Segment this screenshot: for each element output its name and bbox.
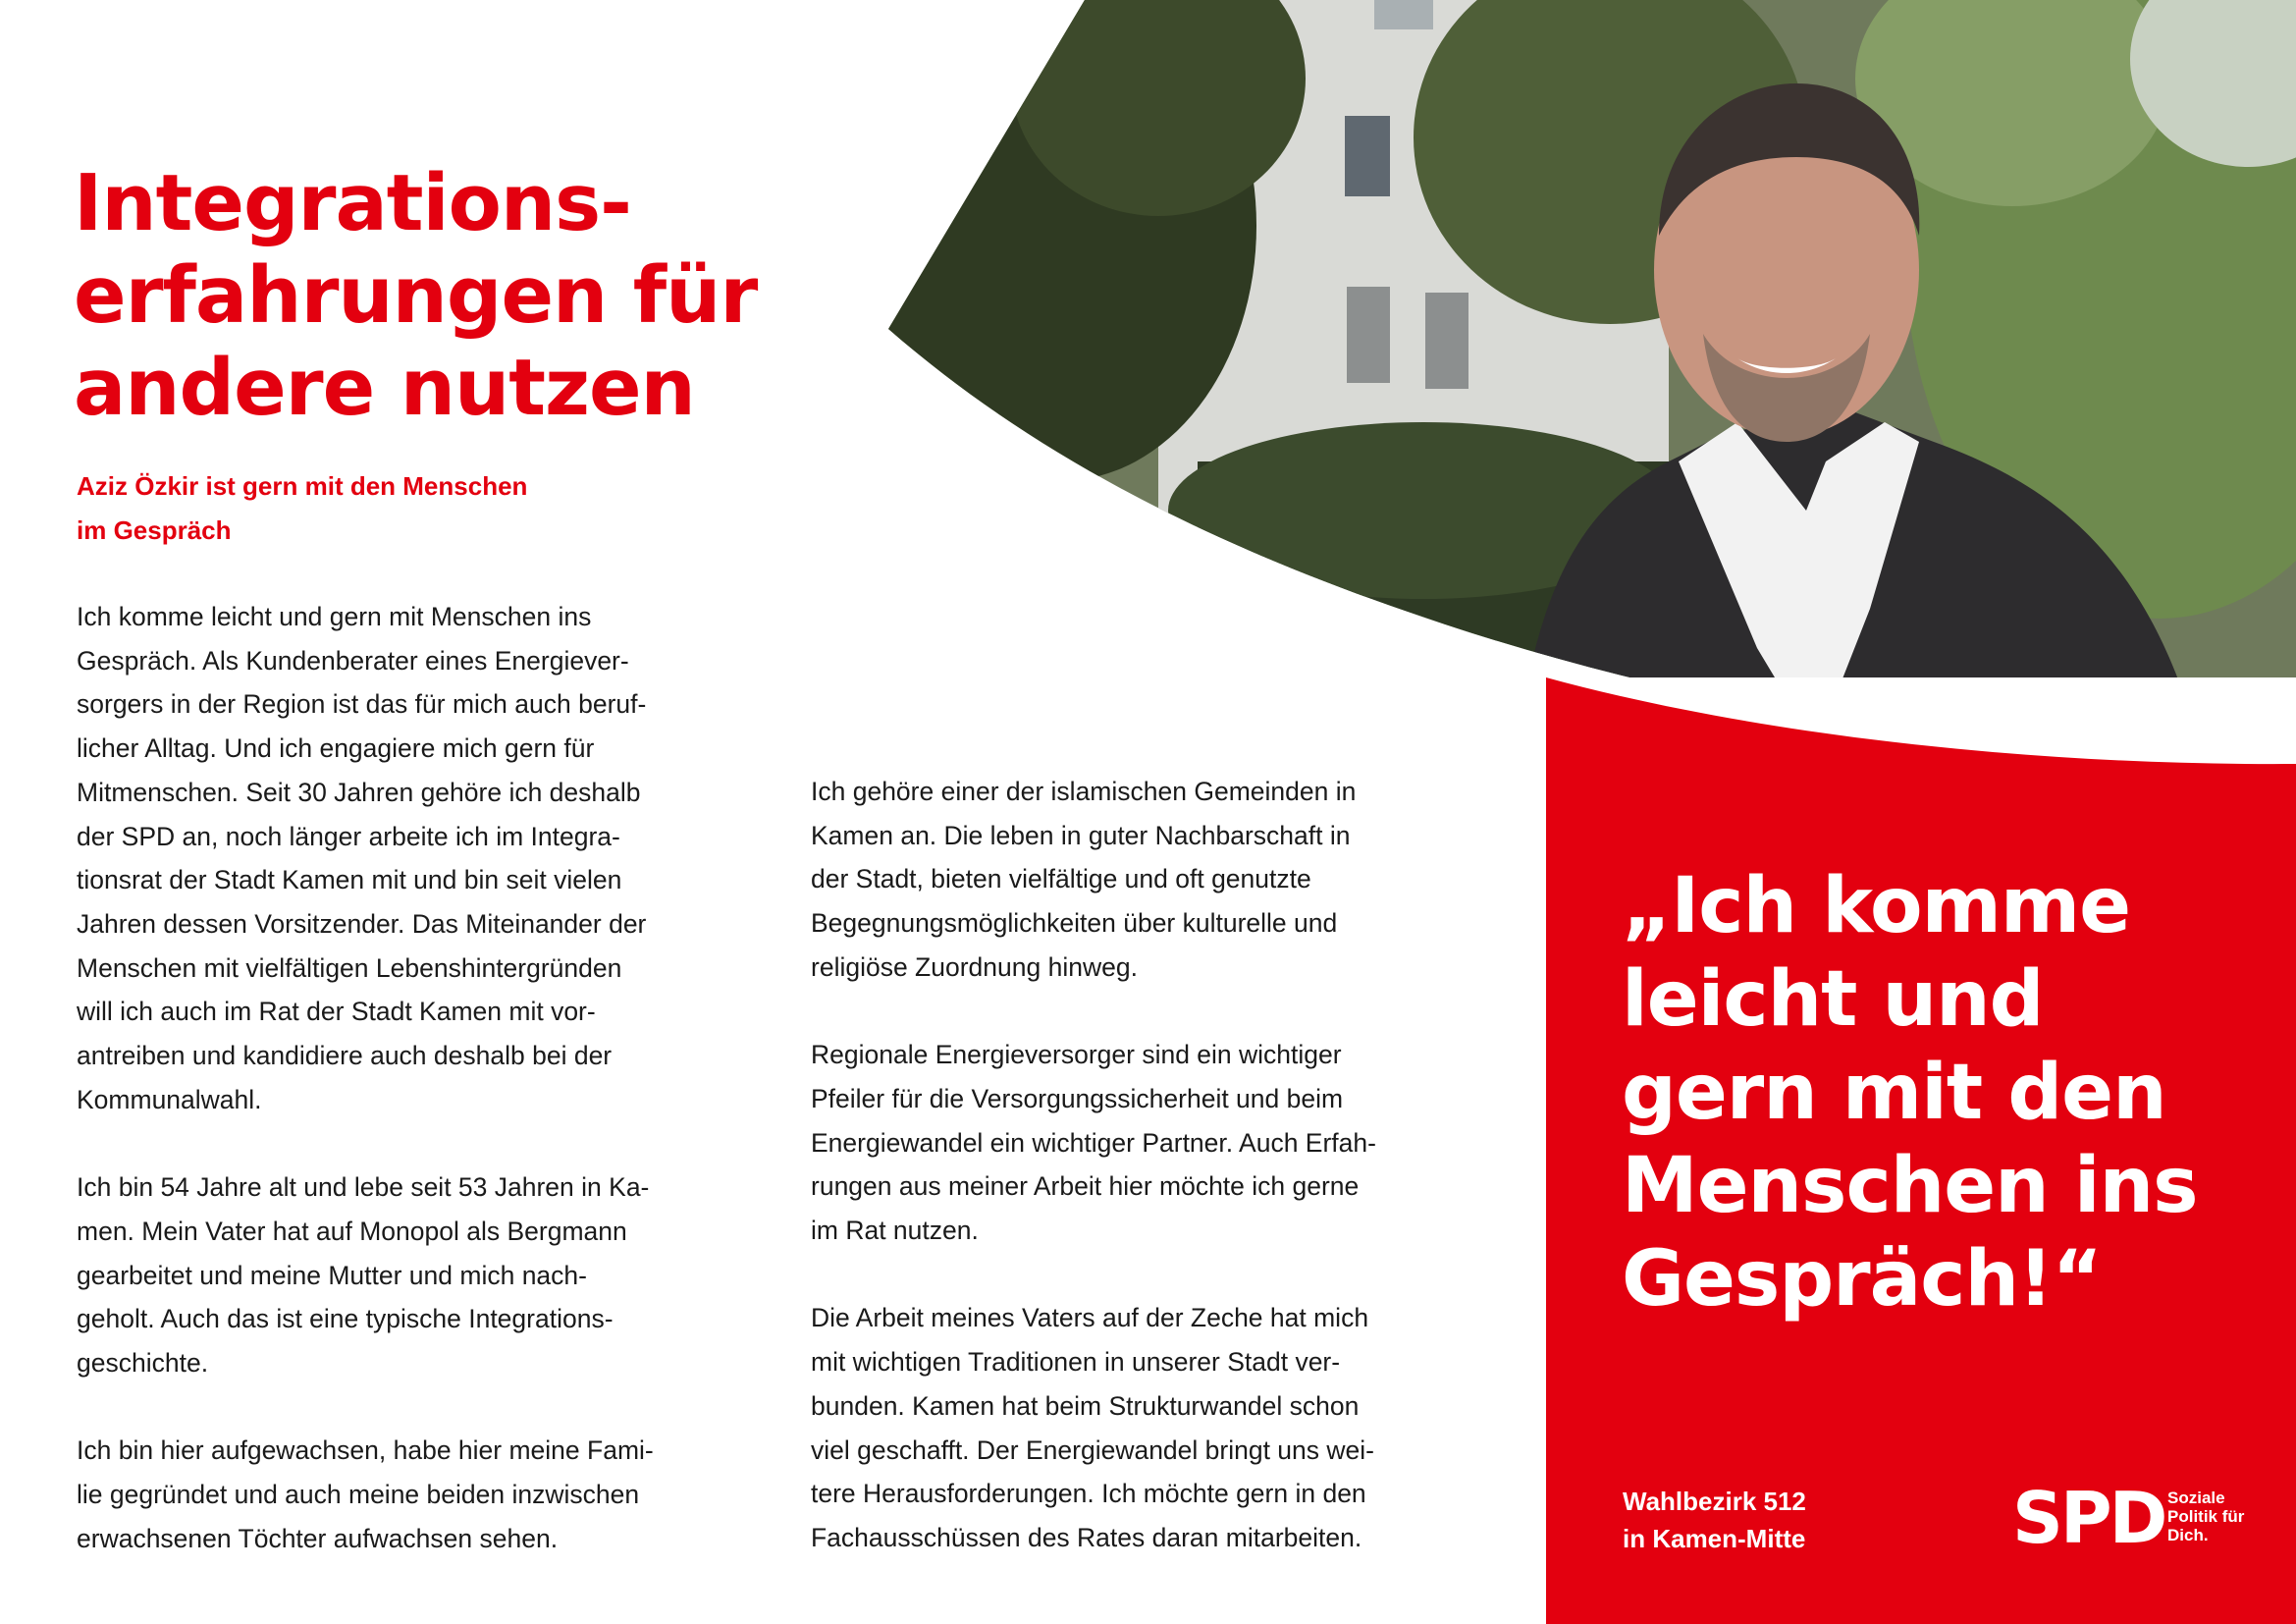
- text-line: Begegnungsmöglichkeiten über kulturelle und: [811, 908, 1338, 939]
- text-line: der SPD an, noch länger arbeite ich im Integra-: [77, 821, 620, 851]
- paragraph: [811, 1296, 1498, 1559]
- text-line: geholt. Auch das ist eine typische Integrations-: [77, 1304, 614, 1334]
- text-line: bunden. Kamen hat beim Strukturwandel schon: [811, 1390, 1360, 1421]
- text-line: Die Arbeit meines Vaters auf der Zeche hat mich: [811, 1303, 1369, 1333]
- slogan-line: Politik für: [2167, 1507, 2245, 1526]
- text-line: im Rat nutzen.: [811, 1216, 979, 1246]
- district-line: in Kamen-Mitte: [1623, 1524, 1806, 1553]
- paragraph: [811, 770, 1498, 990]
- text-line: erwachsenen Töchter aufwachsen sehen.: [77, 1523, 559, 1553]
- headline-line: andere nutzen: [74, 343, 695, 433]
- text-line: Regionale Energieversorger sind ein wichtiger: [811, 1040, 1342, 1070]
- text-line: sorgers in der Region ist das für mich auch beruf-: [77, 689, 647, 720]
- text-line: mit wichtigen Traditionen in unserer Stadt ver-: [811, 1347, 1341, 1378]
- text-line: der Stadt, bieten vielfältige und oft genutzte: [811, 864, 1311, 894]
- quote-line: gern mit den: [1622, 1049, 2166, 1137]
- paragraph: [811, 1033, 1498, 1253]
- subtitle: [77, 464, 626, 553]
- district-line: Wahlbezirk 512: [1623, 1487, 1806, 1516]
- subtitle-line: Aziz Özkir ist gern mit den Menschen: [77, 471, 528, 501]
- text-line: gearbeitet und meine Mutter und mich nach-: [77, 1260, 587, 1290]
- logo-slogan: [2167, 1489, 2244, 1544]
- text-line: Fachausschüssen des Rates daran mitarbeiten.: [811, 1522, 1362, 1552]
- text-line: Kommunalwahl.: [77, 1084, 262, 1114]
- text-line: Energiewandel ein wichtiger Partner. Auch Erfah-: [811, 1127, 1376, 1158]
- panel-photo-edge: [1546, 589, 2296, 776]
- quote-line: „Ich komme: [1622, 862, 2131, 950]
- spd-logo: [2012, 1477, 2268, 1559]
- paragraph: [77, 595, 764, 1121]
- text-line: geschichte.: [77, 1347, 209, 1378]
- logo-mark: SPD: [2012, 1477, 2165, 1559]
- text-line: Ich gehöre einer der islamischen Gemeinden in: [811, 777, 1357, 806]
- text-line: Menschen mit vielfältigen Lebenshintergründen: [77, 952, 622, 983]
- paragraph: [77, 1165, 764, 1385]
- text-line: antreiben und kandidiere auch deshalb bei der: [77, 1041, 613, 1071]
- text-line: Ich bin 54 Jahre alt und lebe seit 53 Jahren in Ka-: [77, 1172, 650, 1203]
- text-line: licher Alltag. Und ich engagiere mich gern für: [77, 733, 595, 764]
- headline-line: Integrations-: [74, 158, 631, 248]
- body-column-right: [811, 770, 1498, 1603]
- text-line: men. Mein Vater hat auf Monopol als Bergmann: [77, 1216, 627, 1246]
- headline: [74, 157, 761, 434]
- text-line: Ich bin hier aufgewachsen, habe hier meine Fami-: [77, 1435, 654, 1466]
- quote-line: leicht und: [1622, 955, 2044, 1044]
- text-line: Kamen an. Die leben in guter Nachbarschaft in: [811, 820, 1351, 850]
- text-line: tionsrat der Stadt Kamen mit und bin seit vielen: [77, 865, 622, 895]
- text-line: tere Herausforderungen. Ich möchte gern in den: [811, 1479, 1366, 1509]
- quote-line: Gespräch!“: [1622, 1235, 2102, 1324]
- text-line: Gespräch. Als Kundenberater eines Energiever-: [77, 645, 629, 676]
- text-line: Jahren dessen Vorsitzender. Das Miteinander der: [77, 908, 647, 939]
- text-line: will ich auch im Rat der Stadt Kamen mit vor-: [77, 997, 596, 1027]
- text-line: lie gegründet und auch meine beiden inzwischen: [77, 1480, 640, 1510]
- text-line: Pfeiler für die Versorgungssicherheit und beim: [811, 1083, 1344, 1113]
- paragraph: [77, 1429, 764, 1560]
- headline-line: erfahrungen für: [74, 250, 758, 341]
- slogan-line: Dich.: [2167, 1526, 2209, 1544]
- subtitle-line: im Gespräch: [77, 515, 232, 545]
- quote-line: Menschen ins: [1622, 1142, 2198, 1230]
- pull-quote: [1622, 860, 2269, 1326]
- text-line: viel geschafft. Der Energiewandel bringt uns wei-: [811, 1435, 1374, 1465]
- text-line: religiöse Zuordnung hinweg.: [811, 951, 1138, 982]
- slogan-line: Soziale: [2167, 1489, 2225, 1507]
- district-label: [1623, 1483, 1917, 1557]
- text-line: rungen aus meiner Arbeit hier möchte ich gerne: [811, 1171, 1360, 1202]
- body-column-left: [77, 595, 764, 1604]
- text-line: Mitmenschen. Seit 30 Jahren gehöre ich deshalb: [77, 777, 641, 807]
- text-line: Ich komme leicht und gern mit Menschen ins: [77, 602, 592, 631]
